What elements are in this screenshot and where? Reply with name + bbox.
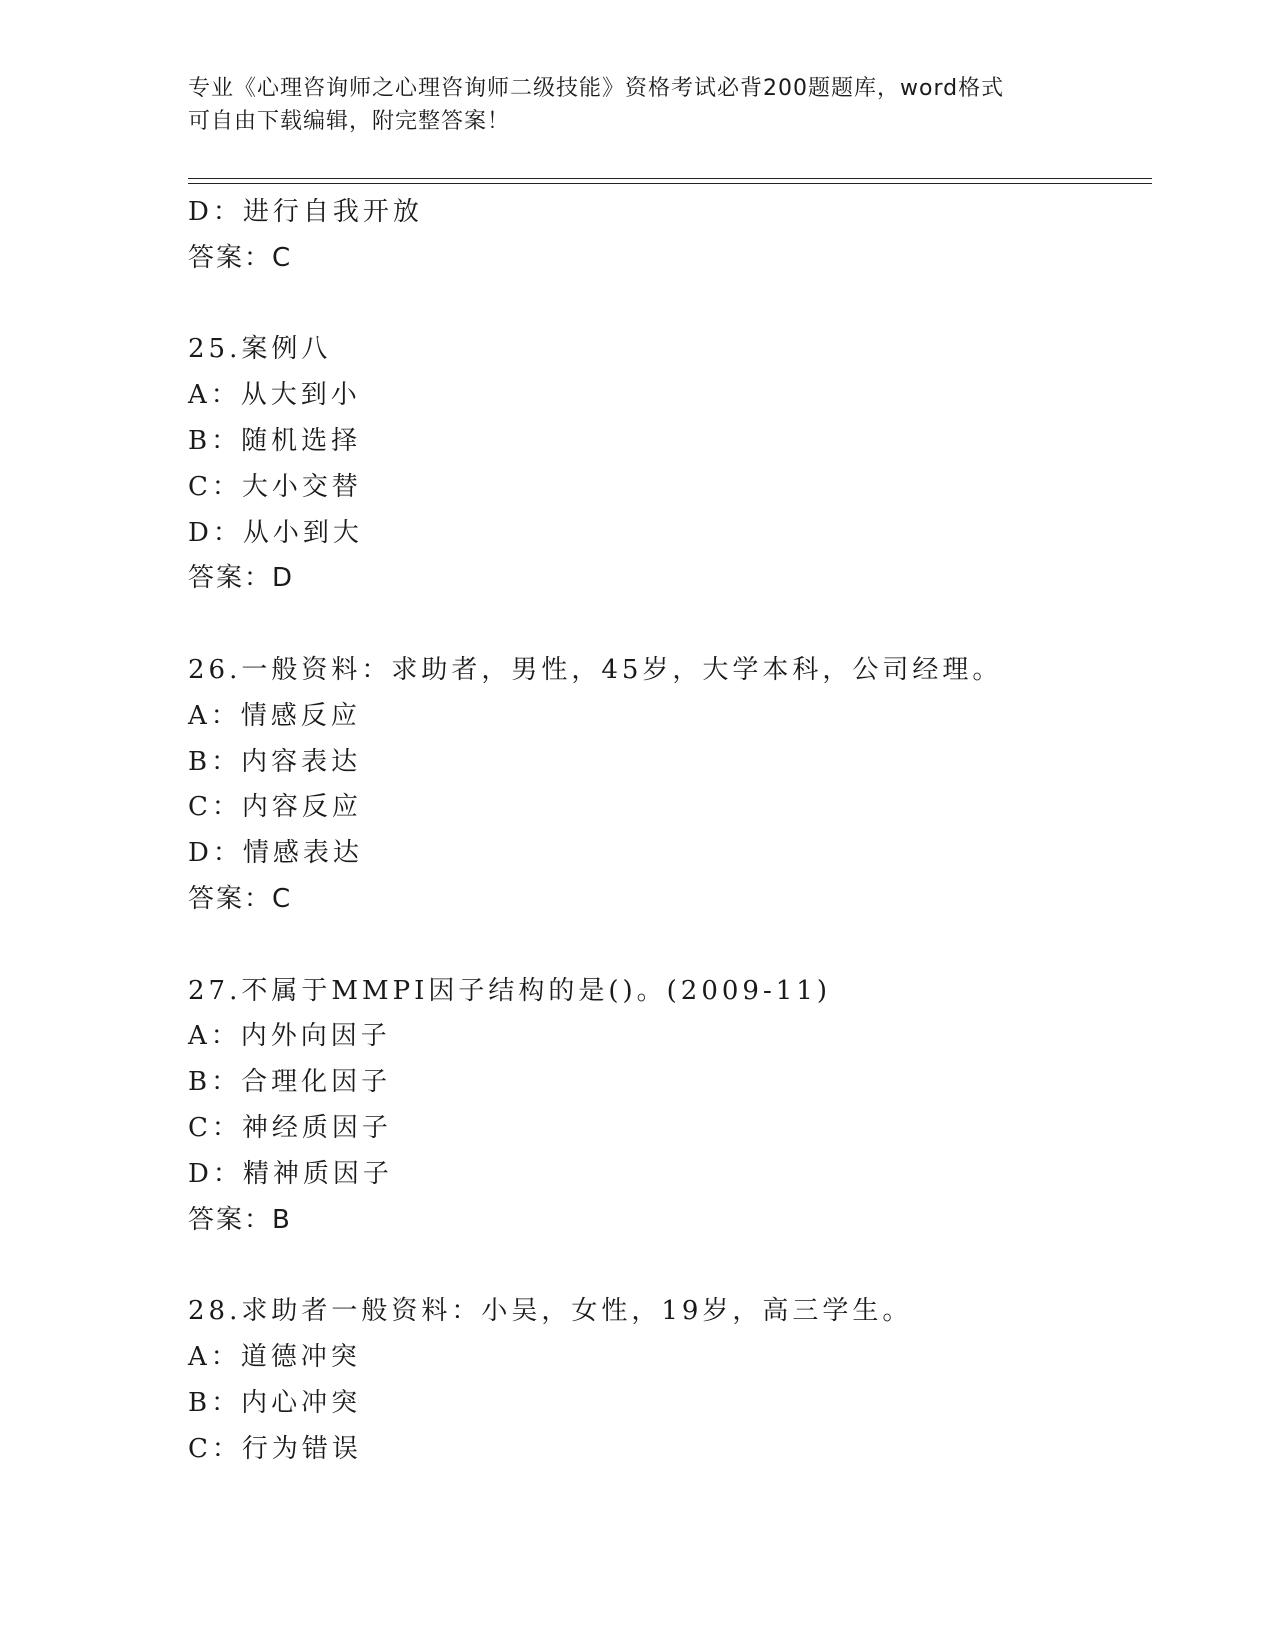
option-c: C：神经质因子 (188, 1112, 392, 1143)
answer: 答案：C (188, 883, 293, 914)
question-stem-26: 26.一般资料：求助者，男性，45岁，大学本科，公司经理。 (188, 654, 1003, 685)
option-c: C：行为错误 (188, 1433, 362, 1464)
header-divider (188, 178, 1152, 184)
option-d: D：进行自我开放 (188, 197, 423, 227)
option-a: A：内外向因子 (188, 1021, 391, 1052)
question-stem-27: 27.不属于MMPI因子结构的是()。(2009-11) (188, 975, 831, 1006)
header-line-1: 专业《心理咨询师之心理咨询师二级技能》资格考试必背200题题库，word格式 (188, 76, 1005, 101)
question-list (188, 190, 1148, 1472)
option-a: A：道德冲突 (188, 1341, 361, 1372)
header-line-2: 可自由下载编辑，附完整答案！ (188, 109, 511, 134)
document-header (188, 72, 1088, 138)
option-a: A：情感反应 (188, 700, 361, 731)
answer: 答案：C (188, 242, 293, 273)
option-b: B：合理化因子 (188, 1067, 392, 1098)
question-stem-25: 25.案例八 (188, 334, 332, 365)
option-d: D：精神质因子 (188, 1158, 393, 1189)
answer: 答案：D (188, 563, 295, 594)
option-d: D：从小到大 (188, 517, 363, 548)
option-d: D：情感表达 (188, 838, 363, 869)
question-stem-28: 28.求助者一般资料：小吴，女性，19岁，高三学生。 (188, 1296, 913, 1327)
option-c: C：大小交替 (188, 471, 362, 502)
answer: 答案：B (188, 1204, 292, 1235)
option-b: B：内容表达 (188, 746, 362, 777)
option-c: C：内容反应 (188, 792, 362, 823)
option-b: B：随机选择 (188, 425, 362, 456)
option-b: B：内心冲突 (188, 1387, 362, 1418)
option-a: A：从大到小 (188, 380, 361, 411)
